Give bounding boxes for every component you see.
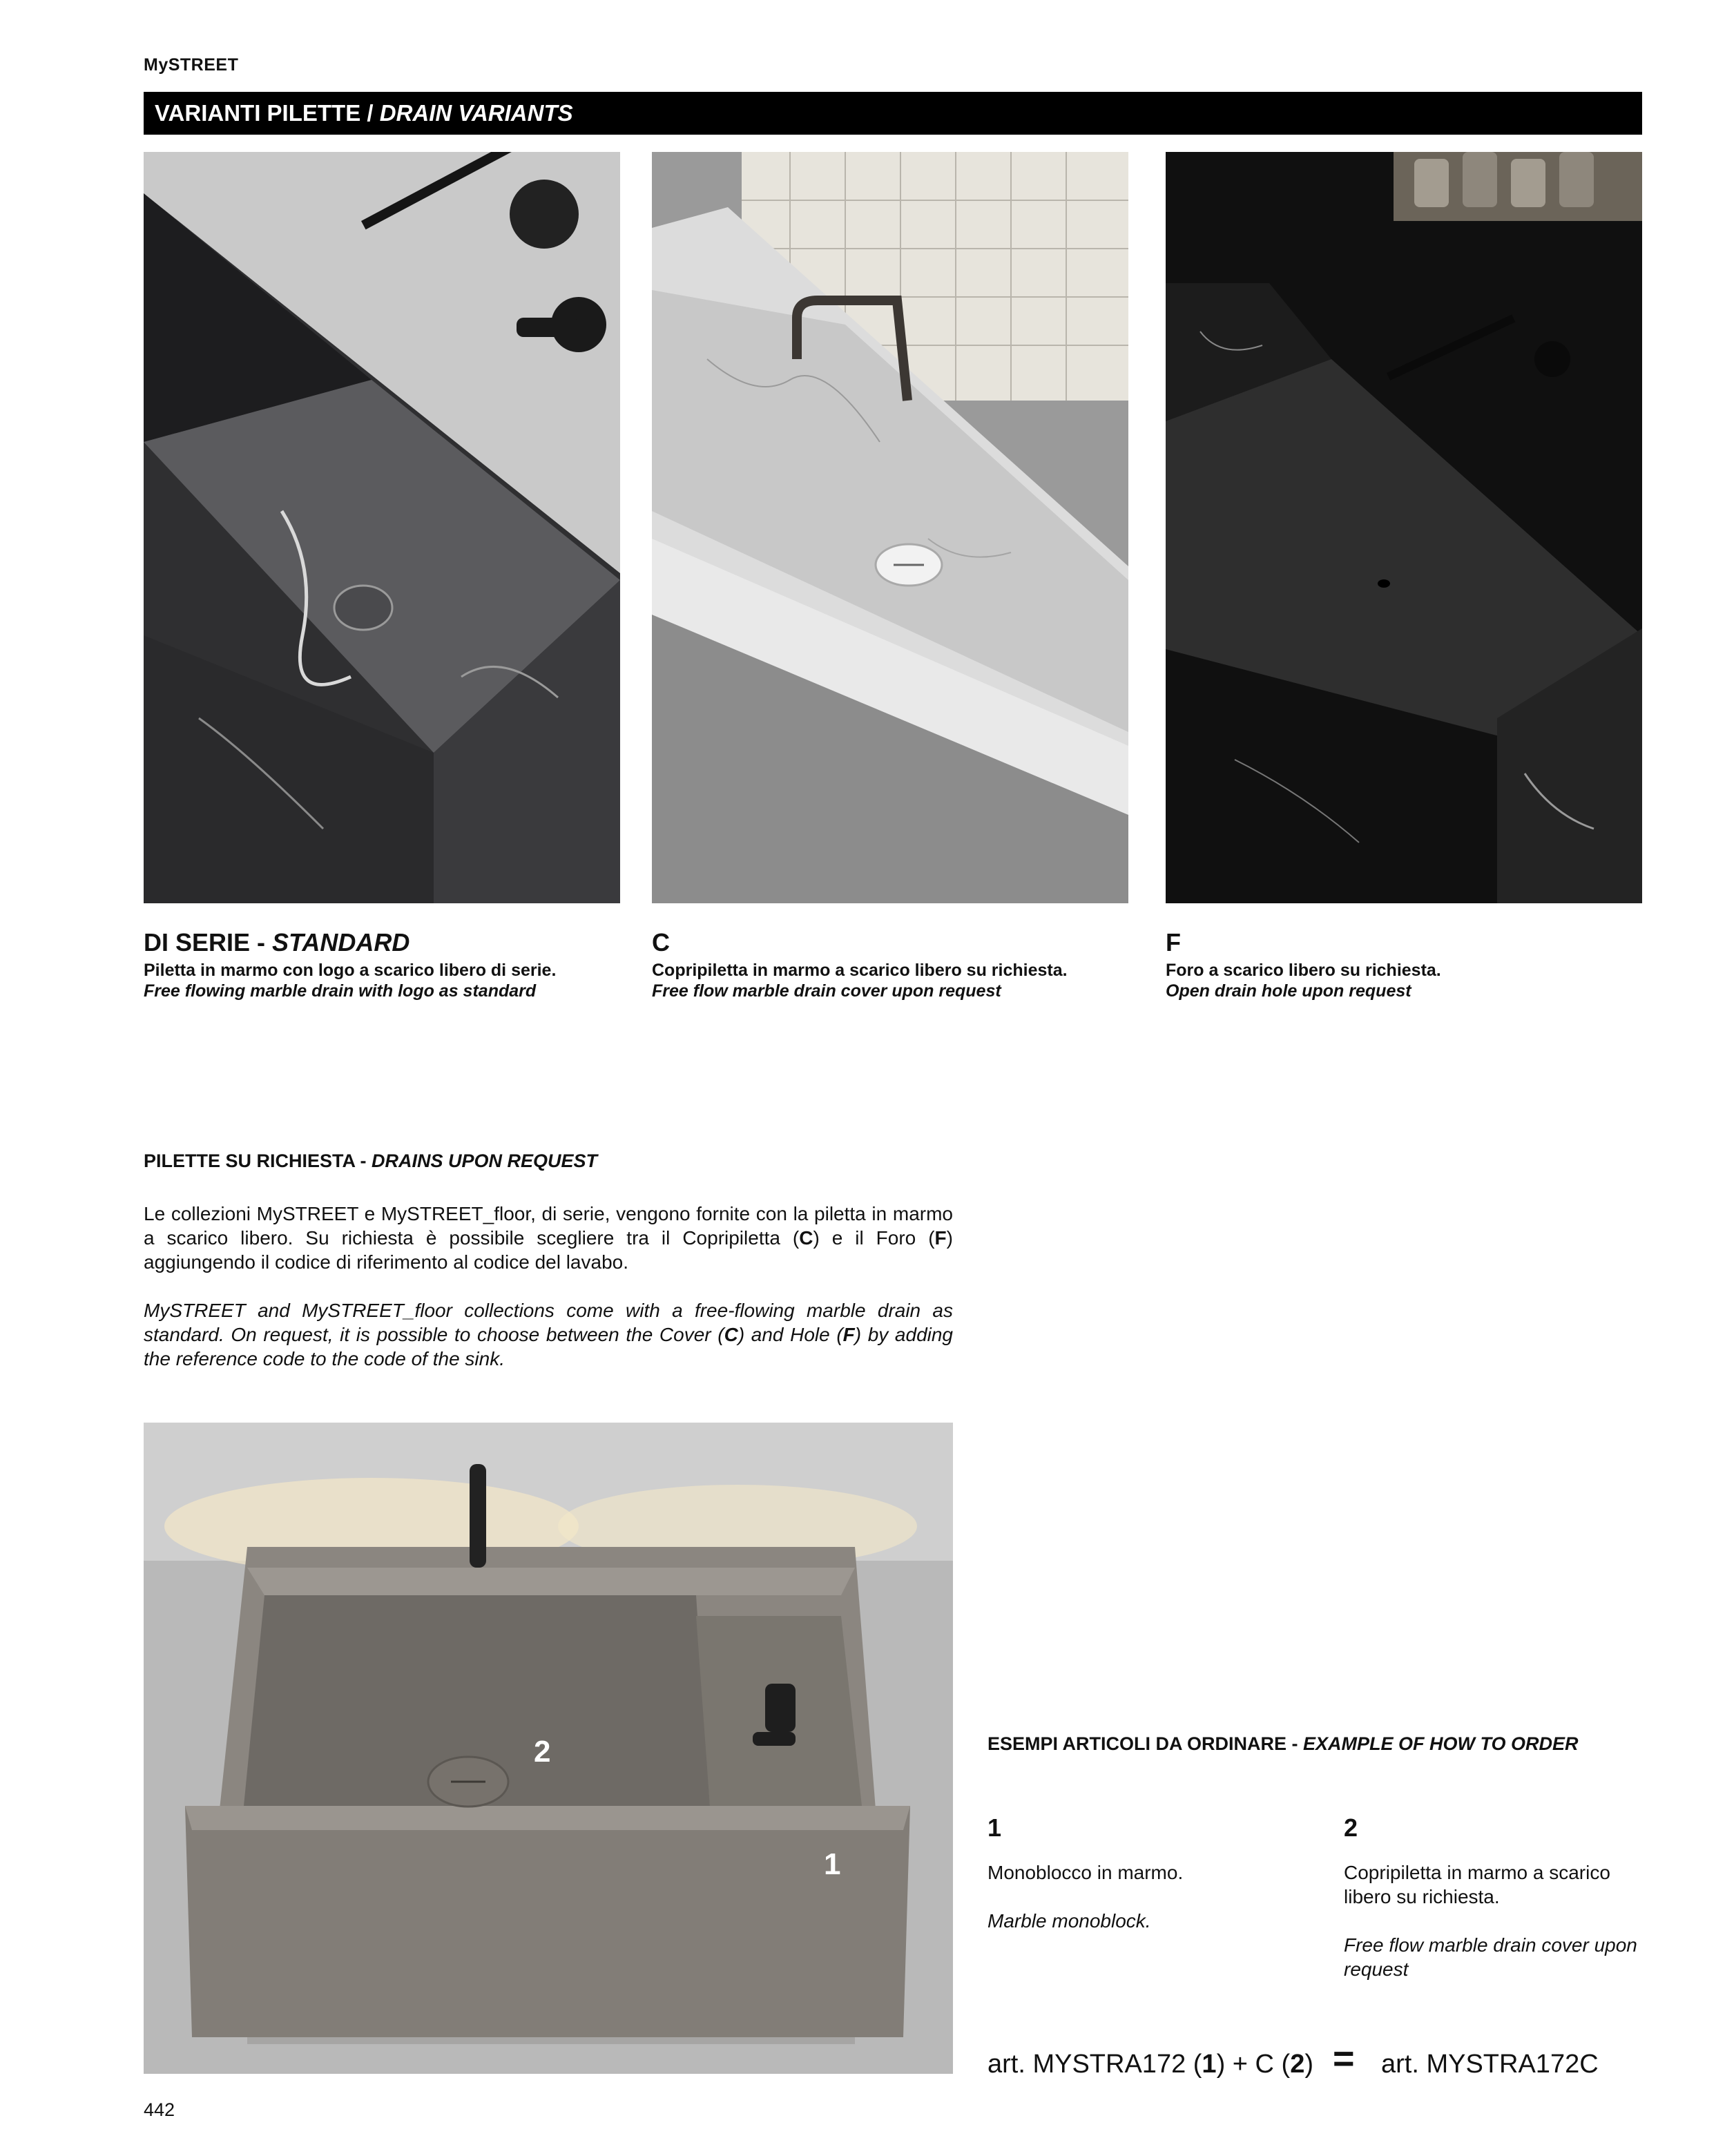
para-text: MySTREET and MySTREET_floor collections come with a free-flowing marble drain as standard. On request, it is possible to choose between the Cover ( [144,1300,953,1345]
order-column-1 [987,1813,1312,1933]
formula-text: art. MYSTRA172 ( [987,2050,1202,2079]
caption-cover [652,928,1128,1001]
formula-num-1: 1 [1202,2050,1217,2079]
para-text: ) aggiungendo il codice di riferimento al codice del lavabo. [144,1227,953,1273]
para-text: Le collezioni MySTREET e MySTREET_floor, di serie, vengono fornite con la piletta in marmo a scarico libero. Su richiesta è possibile scegliere tra il Copripiletta ( [144,1203,953,1249]
drains-title-it: PILETTE SU RICHIESTA - [144,1151,372,1171]
order-desc-en-2: Free flow marble drain cover upon request [1344,1934,1637,1980]
banner-title: VARIANTI PILETTE / [155,100,380,126]
drains-paragraph-en [144,1298,953,1371]
photo-standard-drain [144,152,620,903]
caption-title [144,928,620,957]
caption-desc-en: Free flowing marble drain with logo as standard [144,981,537,1001]
caption-title: F [1166,928,1181,956]
section-banner [144,92,1642,135]
caption-hole [1166,928,1642,1001]
formula-num-2: 2 [1290,2050,1305,2079]
banner-title-en: DRAIN VARIANTS [379,100,573,126]
order-column-2 [1344,1813,1648,1981]
photo-cover-drain [652,152,1128,903]
drains-title-en: DRAINS UPON REQUEST [372,1151,598,1171]
drains-paragraph-it [144,1202,953,1274]
para-text: ) e il Foro ( [813,1227,935,1249]
order-section-title [987,1733,1579,1755]
caption-desc-it: Piletta in marmo con logo a scarico libero di serie. [144,961,557,980]
caption-standard [144,928,620,1001]
order-desc-it-1: Monoblocco in marmo. [987,1862,1184,1883]
drains-section-title [144,1151,597,1172]
caption-code: DI SERIE - [144,928,273,956]
formula-text: ) [1304,2050,1313,2079]
caption-desc-en: Open drain hole upon request [1166,981,1411,1001]
order-formula [987,2050,1313,2079]
order-result: art. MYSTRA172C [1381,2050,1599,2079]
callout-label-2: 2 [534,1735,551,1769]
order-num-1: 1 [987,1813,1002,1842]
brand-label: MySTREET [144,55,239,75]
photo-example-sink [144,1423,953,2074]
caption-code-en: STANDARD [272,928,410,956]
code-c: C [799,1227,813,1249]
page-number: 442 [144,2099,175,2120]
callout-label-1: 1 [824,1847,841,1881]
formula-text: ) + C ( [1216,2050,1291,2079]
caption-desc-en: Free flow marble drain cover upon request [652,981,1001,1001]
equals-sign: = [1333,2038,1355,2079]
order-desc-it-2: Copripiletta in marmo a scarico libero su richiesta. [1344,1862,1610,1907]
caption-title: C [652,928,670,956]
para-text: ) and Hole ( [738,1324,843,1345]
photo-open-hole [1166,152,1642,903]
code-f: F [934,1227,947,1249]
order-num-2: 2 [1344,1813,1358,1842]
order-title-it: ESEMPI ARTICOLI DA ORDINARE - [987,1733,1304,1754]
caption-desc-it: Foro a scarico libero su richiesta. [1166,961,1441,980]
order-desc-en-1: Marble monoblock. [987,1910,1151,1932]
code-f: F [842,1324,855,1345]
caption-desc-it: Copripiletta in marmo a scarico libero su richiesta. [652,961,1068,980]
para-text: ) by adding the reference code to the code of the sink. [144,1324,953,1369]
order-title-en: EXAMPLE OF HOW TO ORDER [1303,1733,1579,1754]
code-c: C [724,1324,738,1345]
